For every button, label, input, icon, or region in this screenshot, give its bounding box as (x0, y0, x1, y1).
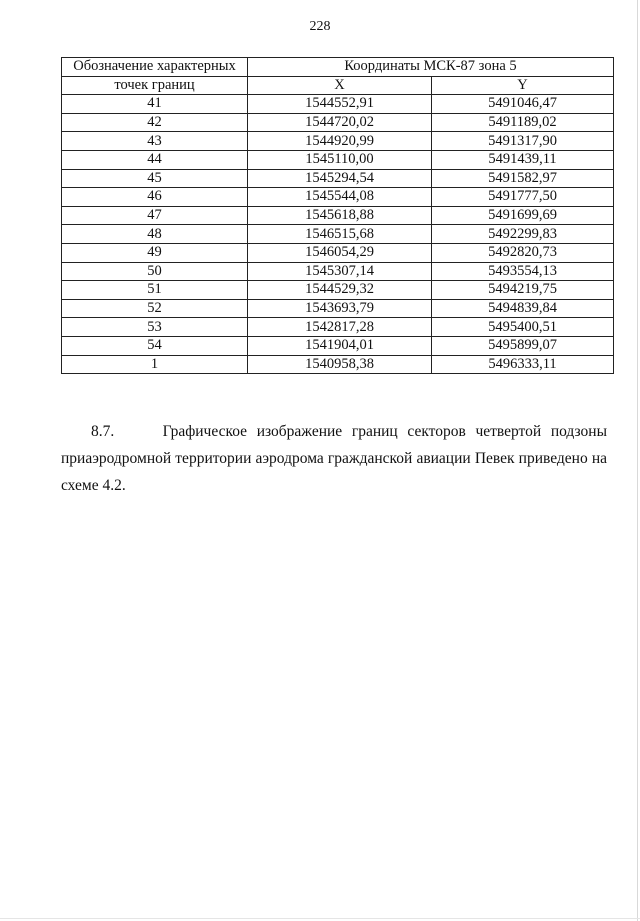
cell-x: 1543693,79 (248, 299, 432, 318)
cell-y: 5491439,11 (432, 150, 614, 169)
table-row (62, 188, 614, 207)
cell-x: 1545110,00 (248, 150, 432, 169)
paragraph-text: Графическое изображение границ секторов четвертой подзоны приаэродромной территории аэродрома гражданской авиации Певек приведено на схеме 4.2. (61, 423, 607, 494)
cell-x: 1545544,08 (248, 188, 432, 207)
table-row (62, 299, 614, 318)
table-row (62, 225, 614, 244)
cell-x: 1545294,54 (248, 169, 432, 188)
header-point-line2: точек границ (62, 76, 248, 95)
cell-x: 1541904,01 (248, 336, 432, 355)
cell-point: 48 (62, 225, 248, 244)
table-row (62, 336, 614, 355)
scan-bottom-line (0, 918, 640, 919)
table-row (62, 355, 614, 374)
cell-x: 1546515,68 (248, 225, 432, 244)
cell-point: 51 (62, 281, 248, 300)
paragraph-number: 8.7. (91, 423, 115, 440)
coordinates-table (61, 57, 614, 374)
header-coordinates: Координаты МСК-87 зона 5 (248, 58, 614, 77)
cell-point: 42 (62, 113, 248, 132)
cell-y: 5491189,02 (432, 113, 614, 132)
table-row (62, 262, 614, 281)
table-header-row (62, 58, 614, 77)
cell-x: 1542817,28 (248, 318, 432, 337)
cell-point: 41 (62, 95, 248, 114)
cell-x: 1545618,88 (248, 206, 432, 225)
header-point-line1: Обозначение характерных (62, 58, 248, 77)
header-y: Y (432, 76, 614, 95)
cell-y: 5494839,84 (432, 299, 614, 318)
cell-point: 44 (62, 150, 248, 169)
table-row (62, 281, 614, 300)
scan-edge-line (637, 0, 638, 921)
cell-x: 1544720,02 (248, 113, 432, 132)
cell-point: 1 (62, 355, 248, 374)
cell-y: 5491317,90 (432, 132, 614, 151)
cell-x: 1544920,99 (248, 132, 432, 151)
cell-point: 43 (62, 132, 248, 151)
table-row (62, 113, 614, 132)
cell-y: 5491046,47 (432, 95, 614, 114)
table-row (62, 243, 614, 262)
cell-point: 49 (62, 243, 248, 262)
cell-y: 5496333,11 (432, 355, 614, 374)
table-body (62, 95, 614, 374)
cell-x: 1540958,38 (248, 355, 432, 374)
table-row (62, 169, 614, 188)
table-row (62, 318, 614, 337)
paragraph-8-7 (61, 418, 607, 499)
table-row (62, 150, 614, 169)
table-row (62, 95, 614, 114)
cell-y: 5492820,73 (432, 243, 614, 262)
cell-y: 5493554,13 (432, 262, 614, 281)
page-number: 228 (309, 19, 331, 34)
cell-y: 5491699,69 (432, 206, 614, 225)
cell-point: 53 (62, 318, 248, 337)
cell-x: 1544529,32 (248, 281, 432, 300)
cell-point: 45 (62, 169, 248, 188)
cell-x: 1545307,14 (248, 262, 432, 281)
cell-y: 5492299,83 (432, 225, 614, 244)
cell-point: 46 (62, 188, 248, 207)
cell-y: 5491582,97 (432, 169, 614, 188)
cell-y: 5491777,50 (432, 188, 614, 207)
table-row (62, 132, 614, 151)
table-subheader-row (62, 76, 614, 95)
cell-y: 5495400,51 (432, 318, 614, 337)
cell-y: 5495899,07 (432, 336, 614, 355)
cell-x: 1544552,91 (248, 95, 432, 114)
cell-x: 1546054,29 (248, 243, 432, 262)
cell-point: 47 (62, 206, 248, 225)
cell-y: 5494219,75 (432, 281, 614, 300)
cell-point: 54 (62, 336, 248, 355)
header-x: X (248, 76, 432, 95)
table-row (62, 206, 614, 225)
cell-point: 50 (62, 262, 248, 281)
cell-point: 52 (62, 299, 248, 318)
